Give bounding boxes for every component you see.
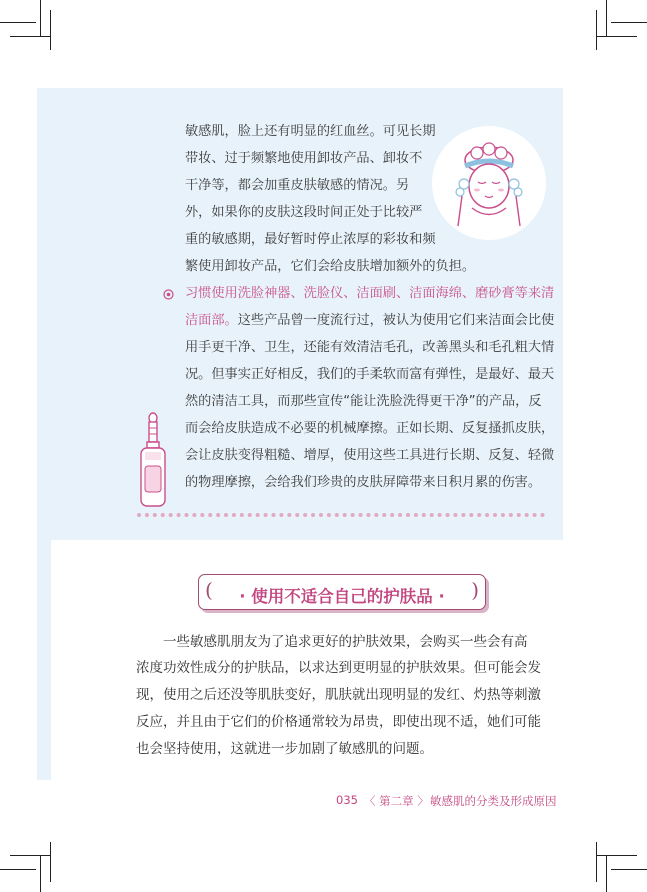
text-line: 的物理摩擦，会给我们珍贵的皮肤屏障带来日积月累的伤害。 xyxy=(185,475,542,490)
body-line: 反应，并且由于它们的价格通常较为昂贵，即使出现不适，她们可能 xyxy=(136,714,541,730)
text-line: 繁使用卸妆产品，它们会给皮肤增加额外的负担。 xyxy=(185,259,476,274)
section-title: · 使用不适合自己的护肤品 · xyxy=(239,587,445,606)
text-line: 而会给皮肤造成不必要的机械摩擦。正如长期、反复搔抓皮肤， xyxy=(185,421,555,436)
text-line xyxy=(185,314,554,327)
body-line: 也会坚持使用，这就进一步加剧了敏感肌的问题。 xyxy=(136,741,433,757)
page-number: 035 xyxy=(336,793,358,807)
text-line: 用手更干净、卫生，还能有效清洁毛孔，改善黑头和毛孔粗大情 xyxy=(185,340,555,355)
text-span: 这些产品曾一度流行过，被认为使用它们来洁面会比使 xyxy=(237,313,555,328)
section-heading xyxy=(198,574,486,610)
page-side-strip xyxy=(37,540,51,780)
chapter-title: 敏感肌的分类及形成原因 xyxy=(430,794,557,808)
text-line: 况。但事实正好相反，我们的手柔软而富有弹性，是最好、最天 xyxy=(185,367,555,382)
text-line: 外，如果你的皮肤这段时间正处于比较严 xyxy=(185,205,423,220)
text-line: 带妆、过于频繁地使用卸妆产品、卸妆不 xyxy=(185,151,423,166)
text-line: 重的敏感期，最好暂时停止浓厚的彩妆和频 xyxy=(185,232,436,247)
text-line: 干净等，都会加重皮肤敏感的情况。另 xyxy=(185,178,410,193)
section-divider xyxy=(137,513,545,517)
heading-left-bracket: ( xyxy=(205,578,213,602)
body-line: 浓度功效性成分的护肤品，以求达到更明显的护肤效果。但可能会发 xyxy=(136,660,541,676)
highlight-text: 洁面部。 xyxy=(185,313,238,328)
text-line: 会让皮肤变得粗糙、增厚，使用这些工具进行长期、反复、轻微 xyxy=(185,448,555,463)
serum-bottle-icon xyxy=(137,412,169,510)
highlight-line: 习惯使用洗脸神器、洗脸仪、洁面刷、洁面海绵、磨砂膏等来清 xyxy=(185,286,555,301)
face-wash-illustration xyxy=(432,126,546,240)
text-line: 然的清洁工具，而那些宣传“能让洗脸洗得更干净”的产品，反 xyxy=(185,394,542,409)
chapter-label: 〈 第二章 〉 xyxy=(364,794,429,808)
heading-right-bracket: ) xyxy=(471,578,479,602)
body-line: 一些敏感肌朋友为了追求更好的护肤效果，会购买一些会有高 xyxy=(163,634,528,650)
flower-bullet-icon xyxy=(163,289,174,300)
body-line: 现，使用之后还没等肌肤变好，肌肤就出现明显的发红、灼热等刺激 xyxy=(136,687,541,703)
text-line: 敏感肌，脸上还有明显的红血丝。可见长期 xyxy=(185,124,436,139)
